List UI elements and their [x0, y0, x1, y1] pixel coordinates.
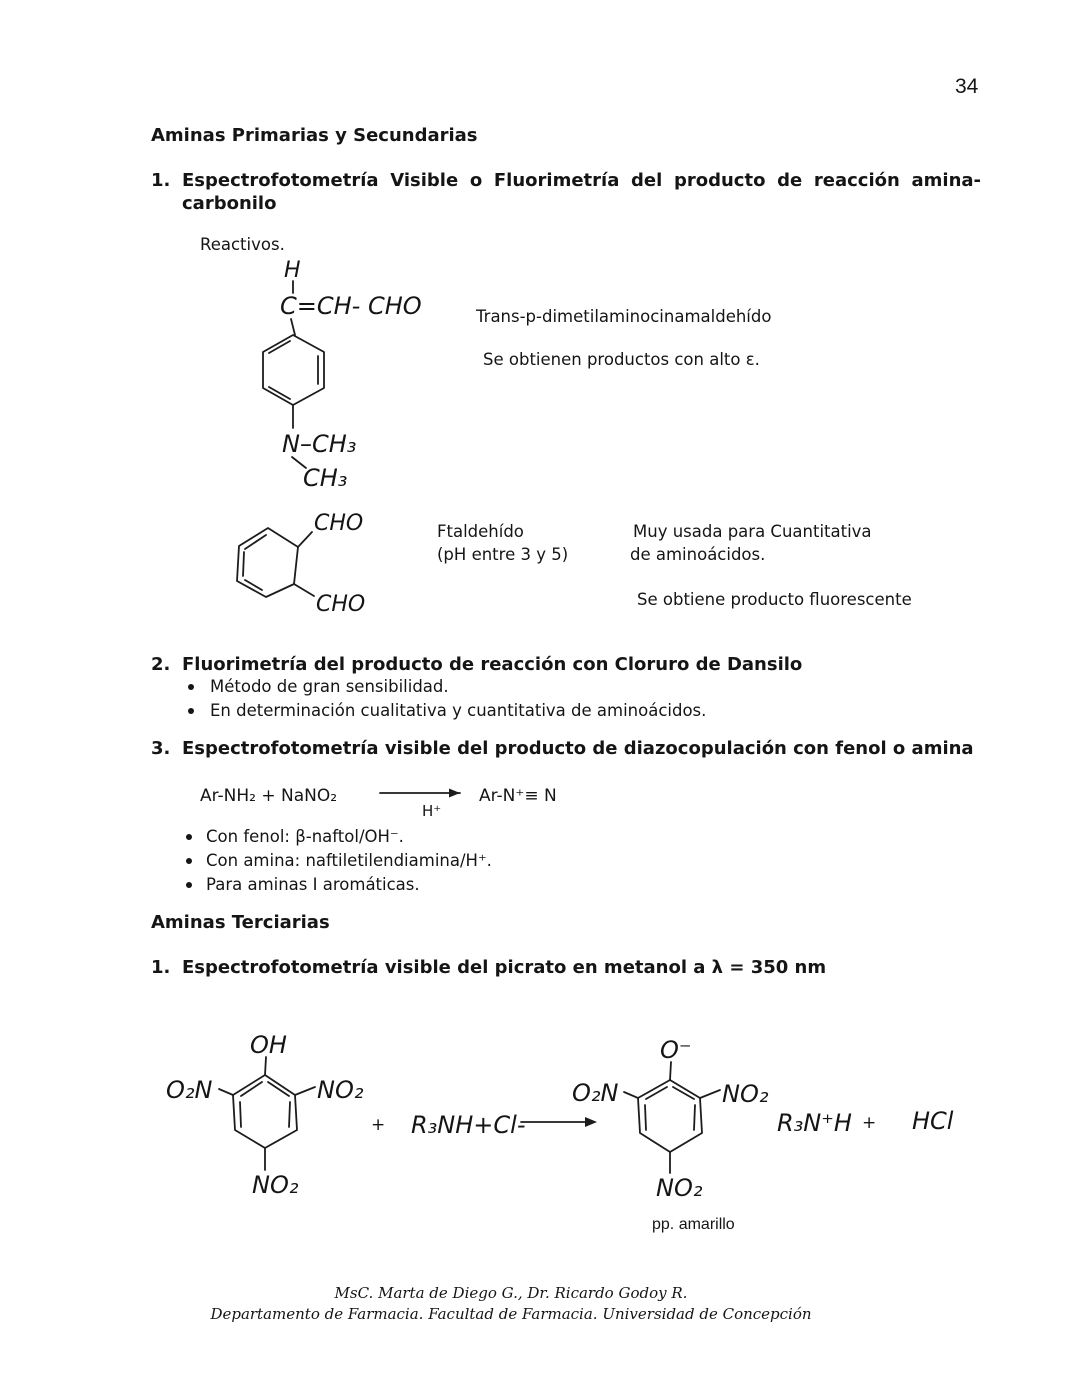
page-number: 34: [955, 75, 979, 98]
cho-bottom-bond: [294, 584, 314, 596]
item2-bullet-1: Método de gran sensibilidad.: [210, 677, 449, 696]
cho-bottom-label: CHO: [316, 592, 366, 617]
precipitate-note: pp. amarillo: [652, 1216, 735, 1233]
footer-institution: Departamento de Farmacia. Facultad de Farmacia. Universidad de Concepción: [210, 1305, 812, 1323]
o-ring-bond: [670, 1062, 671, 1080]
reagent2-note: Se obtiene producto fluorescente: [637, 590, 912, 609]
h-atom-label: H: [284, 258, 301, 283]
footer-authors: MsC. Marta de Diego G., Dr. Ricardo Godoy R.: [334, 1284, 688, 1302]
item1-number: 1.: [151, 170, 171, 191]
reagent1-name: Trans-p-dimetilaminocinamaldehído: [476, 307, 772, 326]
picrate-products: [560, 1025, 980, 1240]
reagent2-use-line2: de aminoácidos.: [630, 545, 766, 564]
reagents-label: Reactivos.: [200, 235, 285, 254]
picric-acid-reactants: [160, 1025, 610, 1205]
reagent2-ph: (pH entre 3 y 5): [437, 545, 569, 564]
diazo-catalyst: H⁺: [422, 802, 442, 820]
diazo-product: Ar-N⁺≡ N: [479, 786, 557, 806]
benzene-ring-picric: [233, 1075, 297, 1148]
vinyl-cho-label: C=CH- CHO: [280, 292, 422, 320]
o2n-bond: [219, 1089, 233, 1095]
benzene-ring-1: [263, 335, 324, 405]
structure-dimethylaminocinnamaldehyde: [240, 255, 450, 495]
chain-ring-bond: [291, 319, 295, 335]
item3-bullet-3: Para aminas I aromáticas.: [206, 875, 420, 894]
product-amine-label: R₃N⁺H: [777, 1109, 852, 1137]
item1-title-line1: Espectrofotometría Visible o Fluorimetría del producto de reacción amina-: [182, 170, 981, 191]
item3-bullet-2: Con amina: naftiletilendiamina/H⁺.: [206, 851, 492, 870]
bullet-dot: [188, 684, 194, 690]
bullet-dot: [186, 858, 192, 864]
no2-right-label-2: NO₂: [722, 1080, 769, 1108]
o-minus-label: O⁻: [660, 1036, 692, 1064]
bullet-dot: [186, 834, 192, 840]
no2-bottom-label-2: NO₂: [656, 1174, 703, 1202]
cho-top-bond: [298, 532, 312, 547]
heading-aminas-terciarias: Aminas Terciarias: [151, 912, 330, 933]
reagent2-name: Ftaldehído: [437, 522, 524, 541]
terc-item1-title: Espectrofotometría visible del picrato en metanol a λ = 350 nm: [182, 957, 827, 978]
item1-title-line2: carbonilo: [182, 193, 277, 214]
bullet-dot: [188, 708, 194, 714]
diazo-reactants: Ar-NH₂ + NaNO₂: [200, 786, 338, 806]
benzene-ring-2: [237, 528, 298, 597]
no2-bottom-label: NO₂: [252, 1171, 299, 1199]
item2-bullet-2: En determinación cualitativa y cuantitativa de aminoácidos.: [210, 701, 707, 720]
n-methyl-label: N–CH₃: [282, 430, 357, 458]
item2-title: Fluorimetría del producto de reacción con Cloruro de Dansilo: [182, 654, 803, 675]
oh-label: OH: [250, 1031, 287, 1059]
plus-sign-1: +: [371, 1115, 386, 1135]
reagent1-note: Se obtienen productos con alto ε.: [483, 350, 760, 369]
o2n-bond-2: [624, 1092, 638, 1098]
heading-aminas-primarias: Aminas Primarias y Secundarias: [151, 125, 478, 146]
cho-top-label: CHO: [314, 511, 364, 536]
methyl2-label: CH₃: [303, 464, 348, 492]
reaction-arrow: [380, 789, 460, 798]
diazotization-reaction: [195, 778, 580, 823]
item3-title: Espectrofotometría visible del producto de diazocopulación con fenol o amina: [182, 738, 974, 759]
o2n-left-label: O₂N: [166, 1076, 213, 1104]
structure-phthalaldehyde: [225, 500, 390, 620]
item3-bullet-1: Con fenol: β-naftol/OH⁻.: [206, 827, 404, 846]
terc-item1-number: 1.: [151, 957, 171, 978]
item2-number: 2.: [151, 654, 171, 675]
amine-reactant-label: R₃NH+Cl-: [411, 1111, 526, 1139]
benzene-ring-picrate: [638, 1080, 702, 1152]
reagent2-use-line1: Muy usada para Cuantitativa: [633, 522, 872, 541]
item3-number: 3.: [151, 738, 171, 759]
hcl-label: HCl: [912, 1107, 954, 1135]
oh-ring-bond: [265, 1057, 266, 1075]
plus-sign-2: +: [862, 1113, 877, 1133]
no2-right-bond: [295, 1087, 315, 1095]
bullet-dot: [186, 882, 192, 888]
o2n-left-label-2: O₂N: [572, 1079, 619, 1107]
no2-right-label: NO₂: [317, 1076, 364, 1104]
no2-right-bond-2: [700, 1090, 720, 1098]
